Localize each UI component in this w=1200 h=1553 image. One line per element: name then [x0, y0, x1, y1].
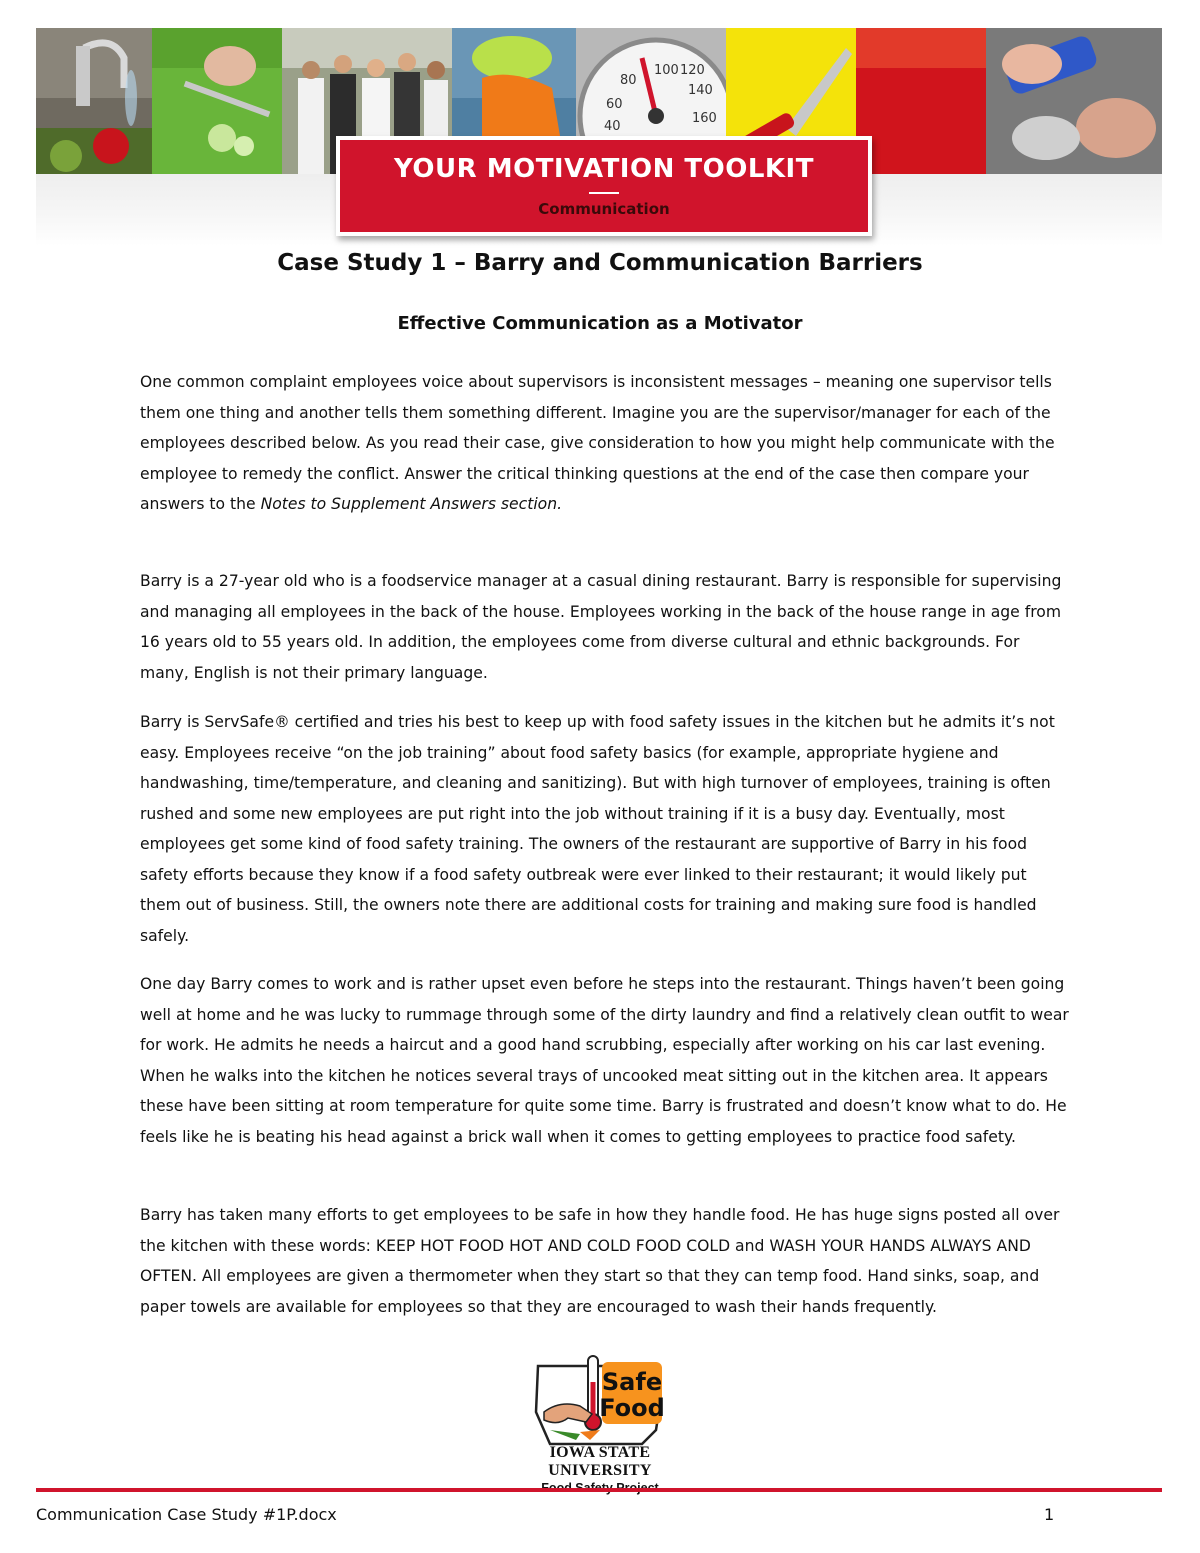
footer-divider	[36, 1488, 1162, 1492]
page-number: 1	[1044, 1505, 1055, 1524]
dial-label: 60	[606, 97, 623, 112]
dial-label: 120	[680, 63, 705, 78]
document-title: Case Study 1 – Barry and Communication Barriers	[277, 250, 923, 276]
paragraph-servsafe: Barry is ServSafe® certified and tries his best to keep up with food safety issues in the kitchen but he admits it’s not easy. Employees receive “on the job training” about food safety basics (for example, appropriate hygiene and handwashing, time/temperature, and cleaning and sanitizing). But with high turnover of employees, training is often rushed and some new employees are put right into the job without training if it is a busy day. Eventually, most employees get some kind of food safety training. The owners of the restaurant are supportive of Barry in his food safety efforts because they know if a food safety outbreak were ever linked to their restaurant; it would likely put them out of business. Still, the owners note there are additional costs for training and making sure food is handled safely.	[140, 713, 1055, 945]
document-subtitle: Effective Communication as a Motivator	[397, 313, 803, 334]
toolkit-title-box	[336, 136, 872, 236]
dial-label: 80	[620, 73, 637, 88]
footer-filename: Communication Case Study #1P.docx	[36, 1505, 337, 1524]
dial-label: 40	[604, 119, 621, 134]
banner-subtitle: Communication	[538, 200, 670, 218]
dial-label: 100	[654, 63, 679, 78]
handwashing-photo	[986, 28, 1162, 174]
paragraph-barry-role: Barry is a 27-year old who is a foodservice manager at a casual dining restaurant. Barry is responsible for supervising and managing all employees in the back of the house. Employees working in the back of the house range in age from 16 years old to 55 years old. In addition, the employees come from diverse cultural and ethnic backgrounds. For many, English is not their primary language.	[140, 572, 1062, 682]
logo-food-text: Food	[599, 1394, 665, 1422]
dial-label: 140	[688, 83, 713, 98]
scrub-brush-photo	[856, 28, 986, 174]
intro-paragraph	[140, 367, 1070, 520]
intro-text: One common complaint employees voice about supervisors is inconsistent messages – meaning one supervisor tells them one thing and another tells them something different. Imagine you are the supervisor/manager for each of the employees described below. As you read their case, give consideration to how you might help communicate with the employee to remedy the conflict. Answer the critical thinking questions at the end of the case then compare your answers to the	[140, 373, 1055, 513]
isu-name: IOWA STATE UNIVERSITY	[548, 1444, 652, 1479]
logo-safe-text: Safe	[601, 1368, 663, 1396]
faucet-photo	[36, 28, 152, 174]
banner-title: YOUR MOTIVATION TOOLKIT	[394, 154, 814, 184]
paragraph-one-day: One day Barry comes to work and is rather upset even before he steps into the restaurant. Things haven’t been going well at home and he was lucky to rummage through some of the dirty laundry and find a relatively clean outfit to wear for work. He admits he needs a haircut and a good hand scrubbing, especially after working on his car last evening. When he walks into the kitchen he notices several trays of uncooked meat sitting out in the kitchen area. It appears these have been sitting at room temperature for quite some time. Barry is frustrated and doesn’t know what to do. He feels like he is beating his head against a brick wall when it comes to getting employees to practice food safety.	[140, 975, 1069, 1146]
dial-label: 160	[692, 111, 717, 126]
banner-divider	[589, 192, 619, 194]
cutting-board-photo	[152, 28, 282, 174]
paragraph-efforts: Barry has taken many efforts to get employees to be safe in how they handle food. He has huge signs posted all over the kitchen with these words: KEEP HOT FOOD HOT AND COLD FOOD COLD and WASH YOUR HANDS ALWAYS AND OFTEN. All employees are given a thermometer when they start so that they can temp food. Hand sinks, soap, and paper towels are available for employees so that they are encouraged to wash their hands frequently.	[140, 1206, 1060, 1316]
intro-italic-reference: Notes to Supplement Answers section.	[260, 495, 563, 513]
